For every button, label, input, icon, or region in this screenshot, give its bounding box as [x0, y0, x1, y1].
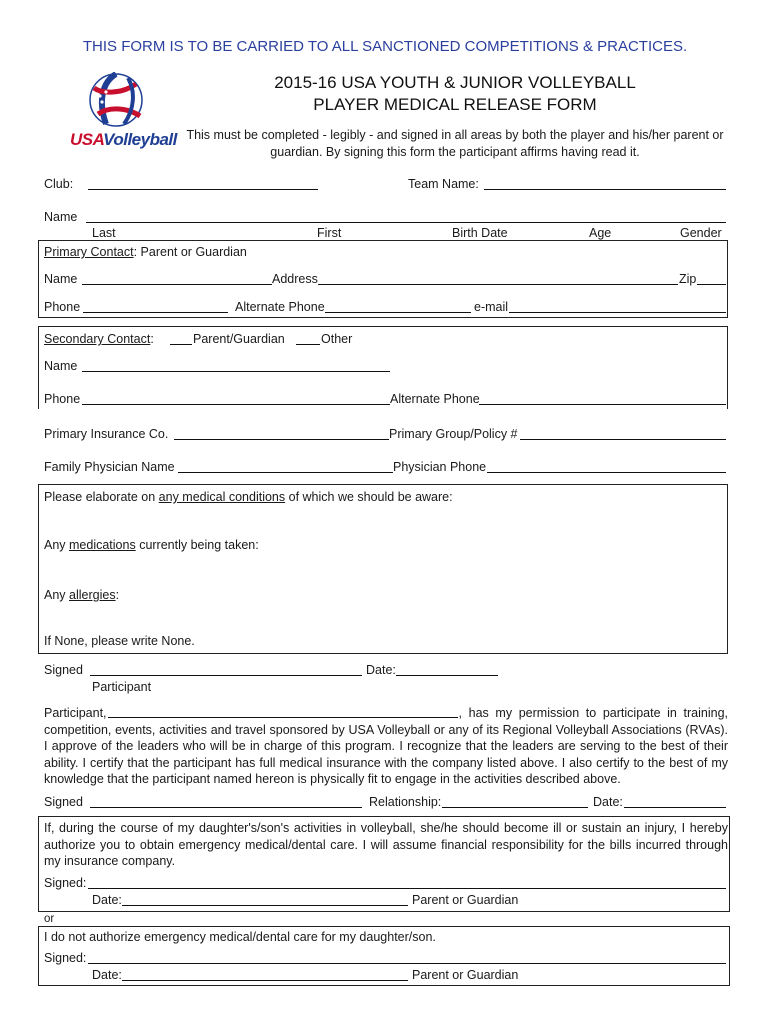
conditions-post: of which we should be aware:	[285, 490, 453, 504]
primary-phone-field[interactable]	[83, 312, 228, 313]
medications-prompt	[44, 538, 259, 553]
secondary-phone-field[interactable]	[82, 404, 390, 405]
name-field[interactable]	[86, 222, 726, 223]
secondary-option-parent: Parent/Guardian	[193, 332, 285, 346]
authorize-parent-label: Parent or Guardian	[412, 893, 519, 907]
secondary-contact-title: Secondary Contact	[44, 332, 151, 346]
secondary-contact-colon: :	[150, 332, 154, 346]
primary-address-field[interactable]	[318, 284, 678, 285]
decline-text: I do not authorize emergency medical/dental care for my daughter/son.	[44, 930, 436, 944]
decline-signature-field[interactable]	[88, 963, 726, 964]
allergies-underlined: allergies	[69, 588, 116, 602]
team-name-label: Team Name:	[408, 177, 479, 191]
decline-parent-label: Parent or Guardian	[412, 968, 519, 982]
primary-name-label: Name	[44, 272, 78, 286]
primary-email-label: e-mail	[474, 300, 509, 314]
allergies-post: :	[115, 588, 120, 602]
form-banner: THIS FORM IS TO BE CARRIED TO ALL SANCTIONED COMPETITIONS & PRACTICES.	[82, 38, 688, 55]
authorize-signed-label: Signed:	[44, 876, 87, 890]
primary-contact-title: Primary Contact	[44, 245, 134, 259]
form-title-line-1: 2015-16 USA YOUTH & JUNIOR VOLLEYBALL	[274, 73, 636, 92]
permission-text: , has my permission to participate in training, competition, events, activities and travel sponsored by USA Volleyball or any of its Regional Volleyball Associations (RVAs). I approve of the leaders who will be in charge of this program. I recognize that the leaders are serving to the best of their ability. I certify that the participant has full medical insurance with the company listed above. I also certify to the best of my knowledge that the participant named hereon is physically fit to engage in the activities described above.	[44, 706, 728, 786]
primary-contact-heading	[44, 245, 247, 260]
secondary-alt-phone-label: Alternate Phone	[390, 392, 480, 406]
primary-email-field[interactable]	[509, 312, 726, 313]
primary-alt-phone-field[interactable]	[325, 312, 471, 313]
meds-post: currently being taken:	[135, 538, 259, 552]
medical-conditions-prompt	[44, 490, 453, 505]
permission-start: Participant,	[44, 706, 107, 720]
meds-pre: Any	[44, 538, 70, 552]
birth-date-sublabel: Birth Date	[452, 226, 508, 240]
other-checkline[interactable]	[296, 344, 320, 345]
conditions-pre: Please elaborate on	[44, 490, 159, 504]
primary-name-field[interactable]	[82, 284, 272, 285]
secondary-phone-label: Phone	[44, 392, 81, 406]
last-sublabel: Last	[92, 226, 116, 240]
physician-phone-field[interactable]	[487, 472, 726, 473]
decline-date-field[interactable]	[122, 980, 408, 981]
guardian-date-label: Date:	[593, 795, 623, 809]
participant-date-label: Date:	[366, 663, 396, 677]
primary-phone-label: Phone	[44, 300, 81, 314]
age-sublabel: Age	[589, 226, 612, 240]
primary-insurance-label: Primary Insurance Co.	[44, 427, 169, 441]
primary-zip-label: Zip	[679, 272, 697, 286]
policy-number-label: Primary Group/Policy #	[389, 427, 518, 441]
logo-usa: USA	[70, 130, 104, 149]
volleyball-logo-icon	[88, 72, 144, 128]
decline-date-label: Date:	[92, 968, 122, 982]
logo-wordmark	[70, 130, 177, 150]
gender-sublabel: Gender	[680, 226, 722, 240]
medical-conditions-section[interactable]	[38, 484, 728, 654]
authorize-date-label: Date:	[92, 893, 122, 907]
guardian-date-field[interactable]	[624, 807, 726, 808]
secondary-name-label: Name	[44, 359, 78, 373]
usa-volleyball-logo	[66, 72, 177, 152]
primary-alt-phone-label: Alternate Phone	[235, 300, 325, 314]
club-field[interactable]	[88, 189, 318, 190]
name-label: Name	[44, 210, 78, 224]
physician-phone-label: Physician Phone	[393, 460, 487, 474]
logo-volleyball: Volleyball	[103, 130, 177, 149]
parent-guardian-checkline[interactable]	[170, 344, 192, 345]
meds-underlined: medications	[69, 538, 136, 552]
none-instruction: If None, please write None.	[44, 634, 195, 648]
primary-address-label: Address	[272, 272, 318, 286]
guardian-signature-field[interactable]	[90, 807, 362, 808]
participant-date-field[interactable]	[396, 675, 498, 676]
participant-sublabel: Participant	[92, 680, 152, 694]
conditions-underlined: any medical conditions	[158, 490, 286, 504]
participant-signed-label: Signed	[44, 663, 83, 677]
allergies-pre: Any	[44, 588, 70, 602]
physician-name-label: Family Physician Name	[44, 460, 175, 474]
authorize-text: If, during the course of my daughter's/son's activities in volleyball, she/he should become ill or sustain an injury, I hereby authorize you to obtain emergency medical/dental care. I will assume financial responsibility for the bills incurred through my insurance company.	[44, 821, 728, 868]
secondary-alt-phone-field[interactable]	[479, 404, 726, 405]
or-separator: or	[44, 913, 55, 925]
authorize-signature-field[interactable]	[88, 888, 726, 889]
permission-paragraph	[44, 705, 728, 788]
primary-contact-suffix: : Parent or Guardian	[133, 245, 247, 259]
primary-zip-field[interactable]	[697, 284, 726, 285]
secondary-option-other: Other	[321, 332, 353, 346]
decline-signed-label: Signed:	[44, 951, 87, 965]
guardian-signed-label: Signed	[44, 795, 83, 809]
secondary-contact-heading	[44, 332, 154, 347]
participant-signature-field[interactable]	[90, 675, 362, 676]
policy-number-field[interactable]	[520, 439, 726, 440]
team-name-field[interactable]	[484, 189, 726, 190]
form-title-line-2: PLAYER MEDICAL RELEASE FORM	[313, 95, 597, 114]
authorize-date-field[interactable]	[122, 905, 408, 906]
allergies-prompt	[44, 588, 119, 603]
relationship-label: Relationship:	[369, 795, 442, 809]
primary-insurance-field[interactable]	[174, 439, 389, 440]
club-label: Club:	[44, 177, 74, 191]
first-sublabel: First	[317, 226, 342, 240]
physician-name-field[interactable]	[178, 472, 393, 473]
form-intro: This must be completed - legibly - and signed in all areas by both the player and his/her parent or guardian. By signing this form the participant affirms having read it.	[186, 128, 724, 159]
relationship-field[interactable]	[442, 807, 588, 808]
secondary-name-field[interactable]	[82, 371, 390, 372]
